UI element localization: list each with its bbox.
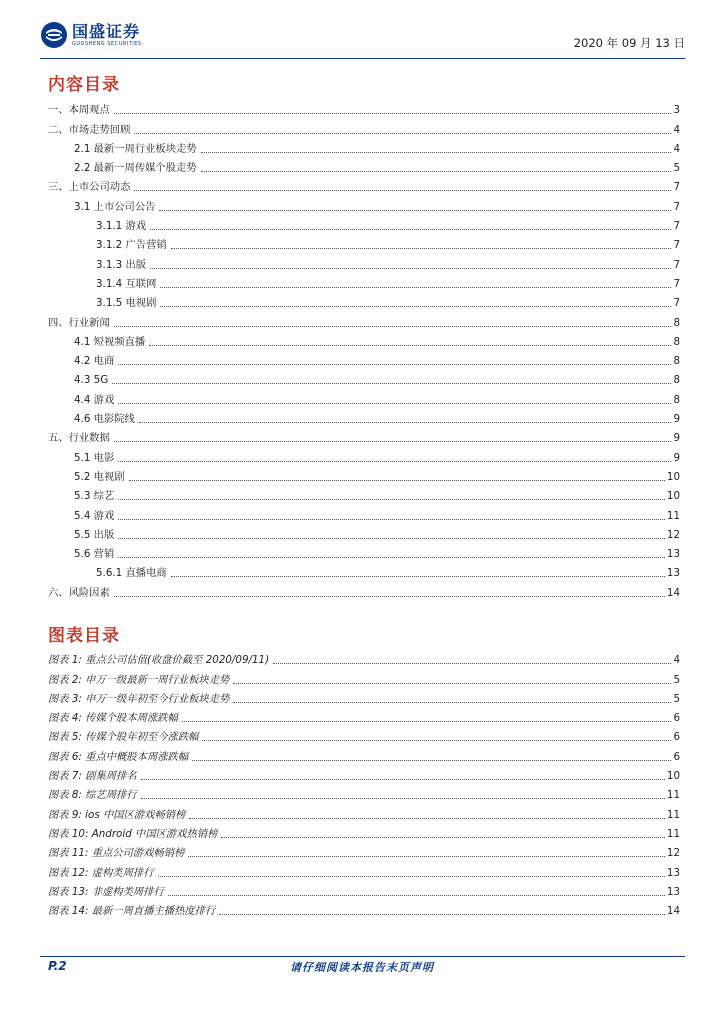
toc-page-number: 3	[673, 104, 680, 117]
toc-heading: 内容目录	[48, 75, 120, 95]
figure-page-number: 13	[666, 866, 680, 879]
dot-leader	[134, 133, 671, 134]
dot-leader	[160, 306, 671, 307]
dot-leader	[118, 519, 665, 520]
figure-title: 图表 8: 综艺周排行	[48, 789, 137, 802]
toc-item-title: 5.6 营销	[74, 548, 115, 561]
figure-list	[48, 648, 680, 918]
logo-english-name: GUOSHENG SECURITIES	[72, 40, 142, 47]
toc-item-title: 4.2 电商	[74, 355, 115, 368]
figure-list-item[interactable]	[48, 648, 680, 667]
figure-title: 图表 2: 申万一级最新一周行业板块走势	[48, 673, 230, 686]
dot-leader	[118, 557, 665, 558]
figure-page-number: 11	[666, 808, 680, 821]
toc-item[interactable]	[48, 349, 680, 368]
toc-item[interactable]	[48, 523, 680, 542]
toc-item[interactable]	[48, 387, 680, 406]
figure-page-number: 6	[673, 750, 680, 763]
toc-item-title: 5.5 出版	[74, 528, 115, 541]
toc-item-title: 四、行业新闻	[48, 316, 110, 329]
toc-page-number: 5	[673, 162, 680, 175]
dot-leader	[171, 576, 665, 577]
dot-leader	[118, 538, 665, 539]
toc-item[interactable]	[48, 137, 680, 156]
dot-leader	[129, 480, 665, 481]
toc-item[interactable]	[48, 426, 680, 445]
toc-item-title: 五、行业数据	[48, 432, 110, 445]
figure-list-item[interactable]	[48, 687, 680, 706]
guosheng-logo-icon	[40, 21, 68, 49]
dot-leader	[273, 663, 671, 664]
figure-list-item[interactable]	[48, 744, 680, 763]
toc-page-number: 10	[666, 470, 680, 483]
toc-page-number: 9	[673, 432, 680, 445]
page-header	[40, 18, 685, 58]
toc-page-number: 13	[666, 548, 680, 561]
dot-leader	[160, 287, 671, 288]
dot-leader	[202, 740, 671, 741]
toc-page-number: 8	[673, 355, 680, 368]
figure-title: 图表 1: 重点公司估值(收盘价截至 2020/09/11)	[48, 654, 270, 667]
toc-item-title: 三、上市公司动态	[48, 181, 131, 194]
toc-item-title: 4.4 游戏	[74, 393, 115, 406]
figure-title: 图表 12: 虚构类周排行	[48, 866, 154, 879]
toc-item[interactable]	[48, 580, 680, 599]
toc-page-number: 7	[673, 181, 680, 194]
dot-leader	[168, 895, 665, 896]
toc-item[interactable]	[48, 175, 680, 194]
toc-item-title: 3.1.5 电视剧	[96, 297, 157, 310]
dot-leader	[141, 798, 665, 799]
toc-item-title: 2.2 最新一周传媒个股走势	[74, 162, 197, 175]
toc-item-title: 一、本周观点	[48, 104, 110, 117]
dot-leader	[118, 461, 671, 462]
toc-item[interactable]	[48, 503, 680, 522]
toc-page-number: 4	[673, 123, 680, 136]
figure-title: 图表 10: Android 中国区游戏热销榜	[48, 827, 218, 840]
header-divider	[40, 58, 685, 59]
dot-leader	[233, 702, 671, 703]
toc-item[interactable]	[48, 310, 680, 329]
dot-leader	[189, 818, 665, 819]
figure-list-heading: 图表目录	[48, 626, 120, 646]
toc-item[interactable]	[48, 98, 680, 117]
figure-list-item[interactable]	[48, 841, 680, 860]
figure-list-item[interactable]	[48, 667, 680, 686]
dot-leader	[118, 499, 665, 500]
dot-leader	[141, 779, 665, 780]
toc-item[interactable]	[48, 561, 680, 580]
toc-page-number: 7	[673, 239, 680, 252]
dot-leader	[114, 326, 672, 327]
toc-page-number: 14	[666, 586, 680, 599]
figure-list-item[interactable]	[48, 783, 680, 802]
figure-title: 图表 9: ios 中国区游戏畅销榜	[48, 808, 186, 821]
company-logo	[40, 21, 142, 49]
dot-leader	[114, 596, 665, 597]
toc-item[interactable]	[48, 291, 680, 310]
figure-list-item[interactable]	[48, 706, 680, 725]
figure-list-item[interactable]	[48, 725, 680, 744]
toc-page-number: 8	[673, 393, 680, 406]
figure-page-number: 12	[666, 847, 680, 860]
figure-page-number: 5	[673, 673, 680, 686]
toc-page-number: 8	[673, 374, 680, 387]
toc-item[interactable]	[48, 272, 680, 291]
toc-page-number: 8	[673, 316, 680, 329]
figure-title: 图表 3: 申万一级年初至今行业板块走势	[48, 692, 230, 705]
toc-page-number: 4	[673, 142, 680, 155]
toc-item-title: 5.3 综艺	[74, 490, 115, 503]
toc-page-number: 7	[673, 220, 680, 233]
toc-item-title: 3.1.4 互联网	[96, 277, 157, 290]
toc-item-title: 4.3 5G	[74, 374, 109, 387]
toc-item[interactable]	[48, 156, 680, 175]
figure-page-number: 5	[673, 692, 680, 705]
toc-page-number: 9	[673, 451, 680, 464]
toc-item[interactable]	[48, 252, 680, 271]
dot-leader	[150, 268, 671, 269]
toc-item-title: 5.1 电影	[74, 451, 115, 464]
dot-leader	[150, 229, 671, 230]
toc-item-title: 3.1.3 出版	[96, 258, 147, 271]
toc-page-number: 7	[673, 258, 680, 271]
toc-item[interactable]	[48, 465, 680, 484]
figure-page-number: 6	[673, 712, 680, 725]
toc-item-title: 5.6.1 直播电商	[96, 567, 167, 580]
toc-item-title: 2.1 最新一周行业板块走势	[74, 142, 197, 155]
dot-leader	[158, 876, 665, 877]
dot-leader	[139, 422, 672, 423]
toc-item-title: 5.4 游戏	[74, 509, 115, 522]
toc-item[interactable]	[48, 407, 680, 426]
toc-item[interactable]	[48, 233, 680, 252]
figure-title: 图表 6: 重点中概股本周涨跌幅	[48, 750, 189, 763]
figure-page-number: 10	[666, 770, 680, 783]
toc-page-number: 8	[673, 335, 680, 348]
toc-item-title: 3.1 上市公司公告	[74, 200, 156, 213]
toc-item-title: 4.1 短视频直播	[74, 335, 146, 348]
footer-disclaimer: 请仔细阅读本报告末页声明	[290, 961, 434, 974]
dot-leader	[188, 856, 665, 857]
toc-page-number: 10	[666, 490, 680, 503]
toc-item[interactable]	[48, 445, 680, 464]
figure-title: 图表 7: 剧集周排名	[48, 770, 137, 783]
toc-page-number: 13	[666, 567, 680, 580]
dot-leader	[182, 721, 672, 722]
dot-leader	[159, 210, 671, 211]
footer-divider	[40, 956, 685, 957]
toc-page-number: 11	[666, 509, 680, 522]
figure-list-item[interactable]	[48, 802, 680, 821]
dot-leader	[114, 441, 672, 442]
toc-page-number: 7	[673, 297, 680, 310]
toc-item-title: 4.6 电影院线	[74, 413, 135, 426]
dot-leader	[201, 152, 672, 153]
toc-page-number: 9	[673, 413, 680, 426]
dot-leader	[134, 190, 671, 191]
figure-list-item[interactable]	[48, 764, 680, 783]
figure-title: 图表 13: 非虚构类周排行	[48, 885, 164, 898]
dot-leader	[192, 760, 671, 761]
dot-leader	[219, 914, 665, 915]
toc-item[interactable]	[48, 368, 680, 387]
dot-leader	[233, 683, 671, 684]
toc-item-title: 3.1.2 广告营销	[96, 239, 167, 252]
figure-title: 图表 11: 重点公司游戏畅销榜	[48, 847, 185, 860]
toc-item[interactable]	[48, 117, 680, 136]
figure-title: 图表 5: 传媒个股年初至今涨跌幅	[48, 731, 199, 744]
toc-item-title: 六、风险因素	[48, 586, 110, 599]
toc-page-number: 7	[673, 277, 680, 290]
dot-leader	[114, 113, 672, 114]
figure-title: 图表 4: 传媒个股本周涨跌幅	[48, 712, 178, 725]
toc-list	[48, 98, 680, 600]
figure-page-number: 13	[666, 885, 680, 898]
toc-item[interactable]	[48, 194, 680, 213]
figure-page-number: 4	[673, 654, 680, 667]
dot-leader	[221, 837, 664, 838]
toc-item[interactable]	[48, 330, 680, 349]
toc-item-title: 5.2 电视剧	[74, 470, 125, 483]
figure-page-number: 14	[666, 905, 680, 918]
dot-leader	[118, 364, 671, 365]
figure-page-number: 11	[666, 827, 680, 840]
toc-page-number: 7	[673, 200, 680, 213]
toc-item[interactable]	[48, 214, 680, 233]
dot-leader	[201, 171, 672, 172]
figure-list-item[interactable]	[48, 822, 680, 841]
toc-item[interactable]	[48, 484, 680, 503]
figure-page-number: 11	[666, 789, 680, 802]
figure-list-item[interactable]	[48, 860, 680, 879]
figure-title: 图表 14: 最新一周直播主播热度排行	[48, 905, 216, 918]
dot-leader	[149, 345, 671, 346]
page-number: P.2	[48, 959, 67, 973]
toc-page-number: 12	[666, 528, 680, 541]
toc-item[interactable]	[48, 542, 680, 561]
figure-list-item[interactable]	[48, 880, 680, 899]
dot-leader	[171, 248, 672, 249]
toc-item-title: 3.1.1 游戏	[96, 220, 147, 233]
figure-page-number: 6	[673, 731, 680, 744]
dot-leader	[118, 403, 671, 404]
figure-list-item[interactable]	[48, 899, 680, 918]
logo-chinese-name: 国盛证券	[72, 21, 141, 41]
toc-item-title: 二、市场走势回顾	[48, 123, 131, 136]
dot-leader	[112, 383, 671, 384]
report-date: 2020 年 09 月 13 日	[573, 36, 685, 50]
